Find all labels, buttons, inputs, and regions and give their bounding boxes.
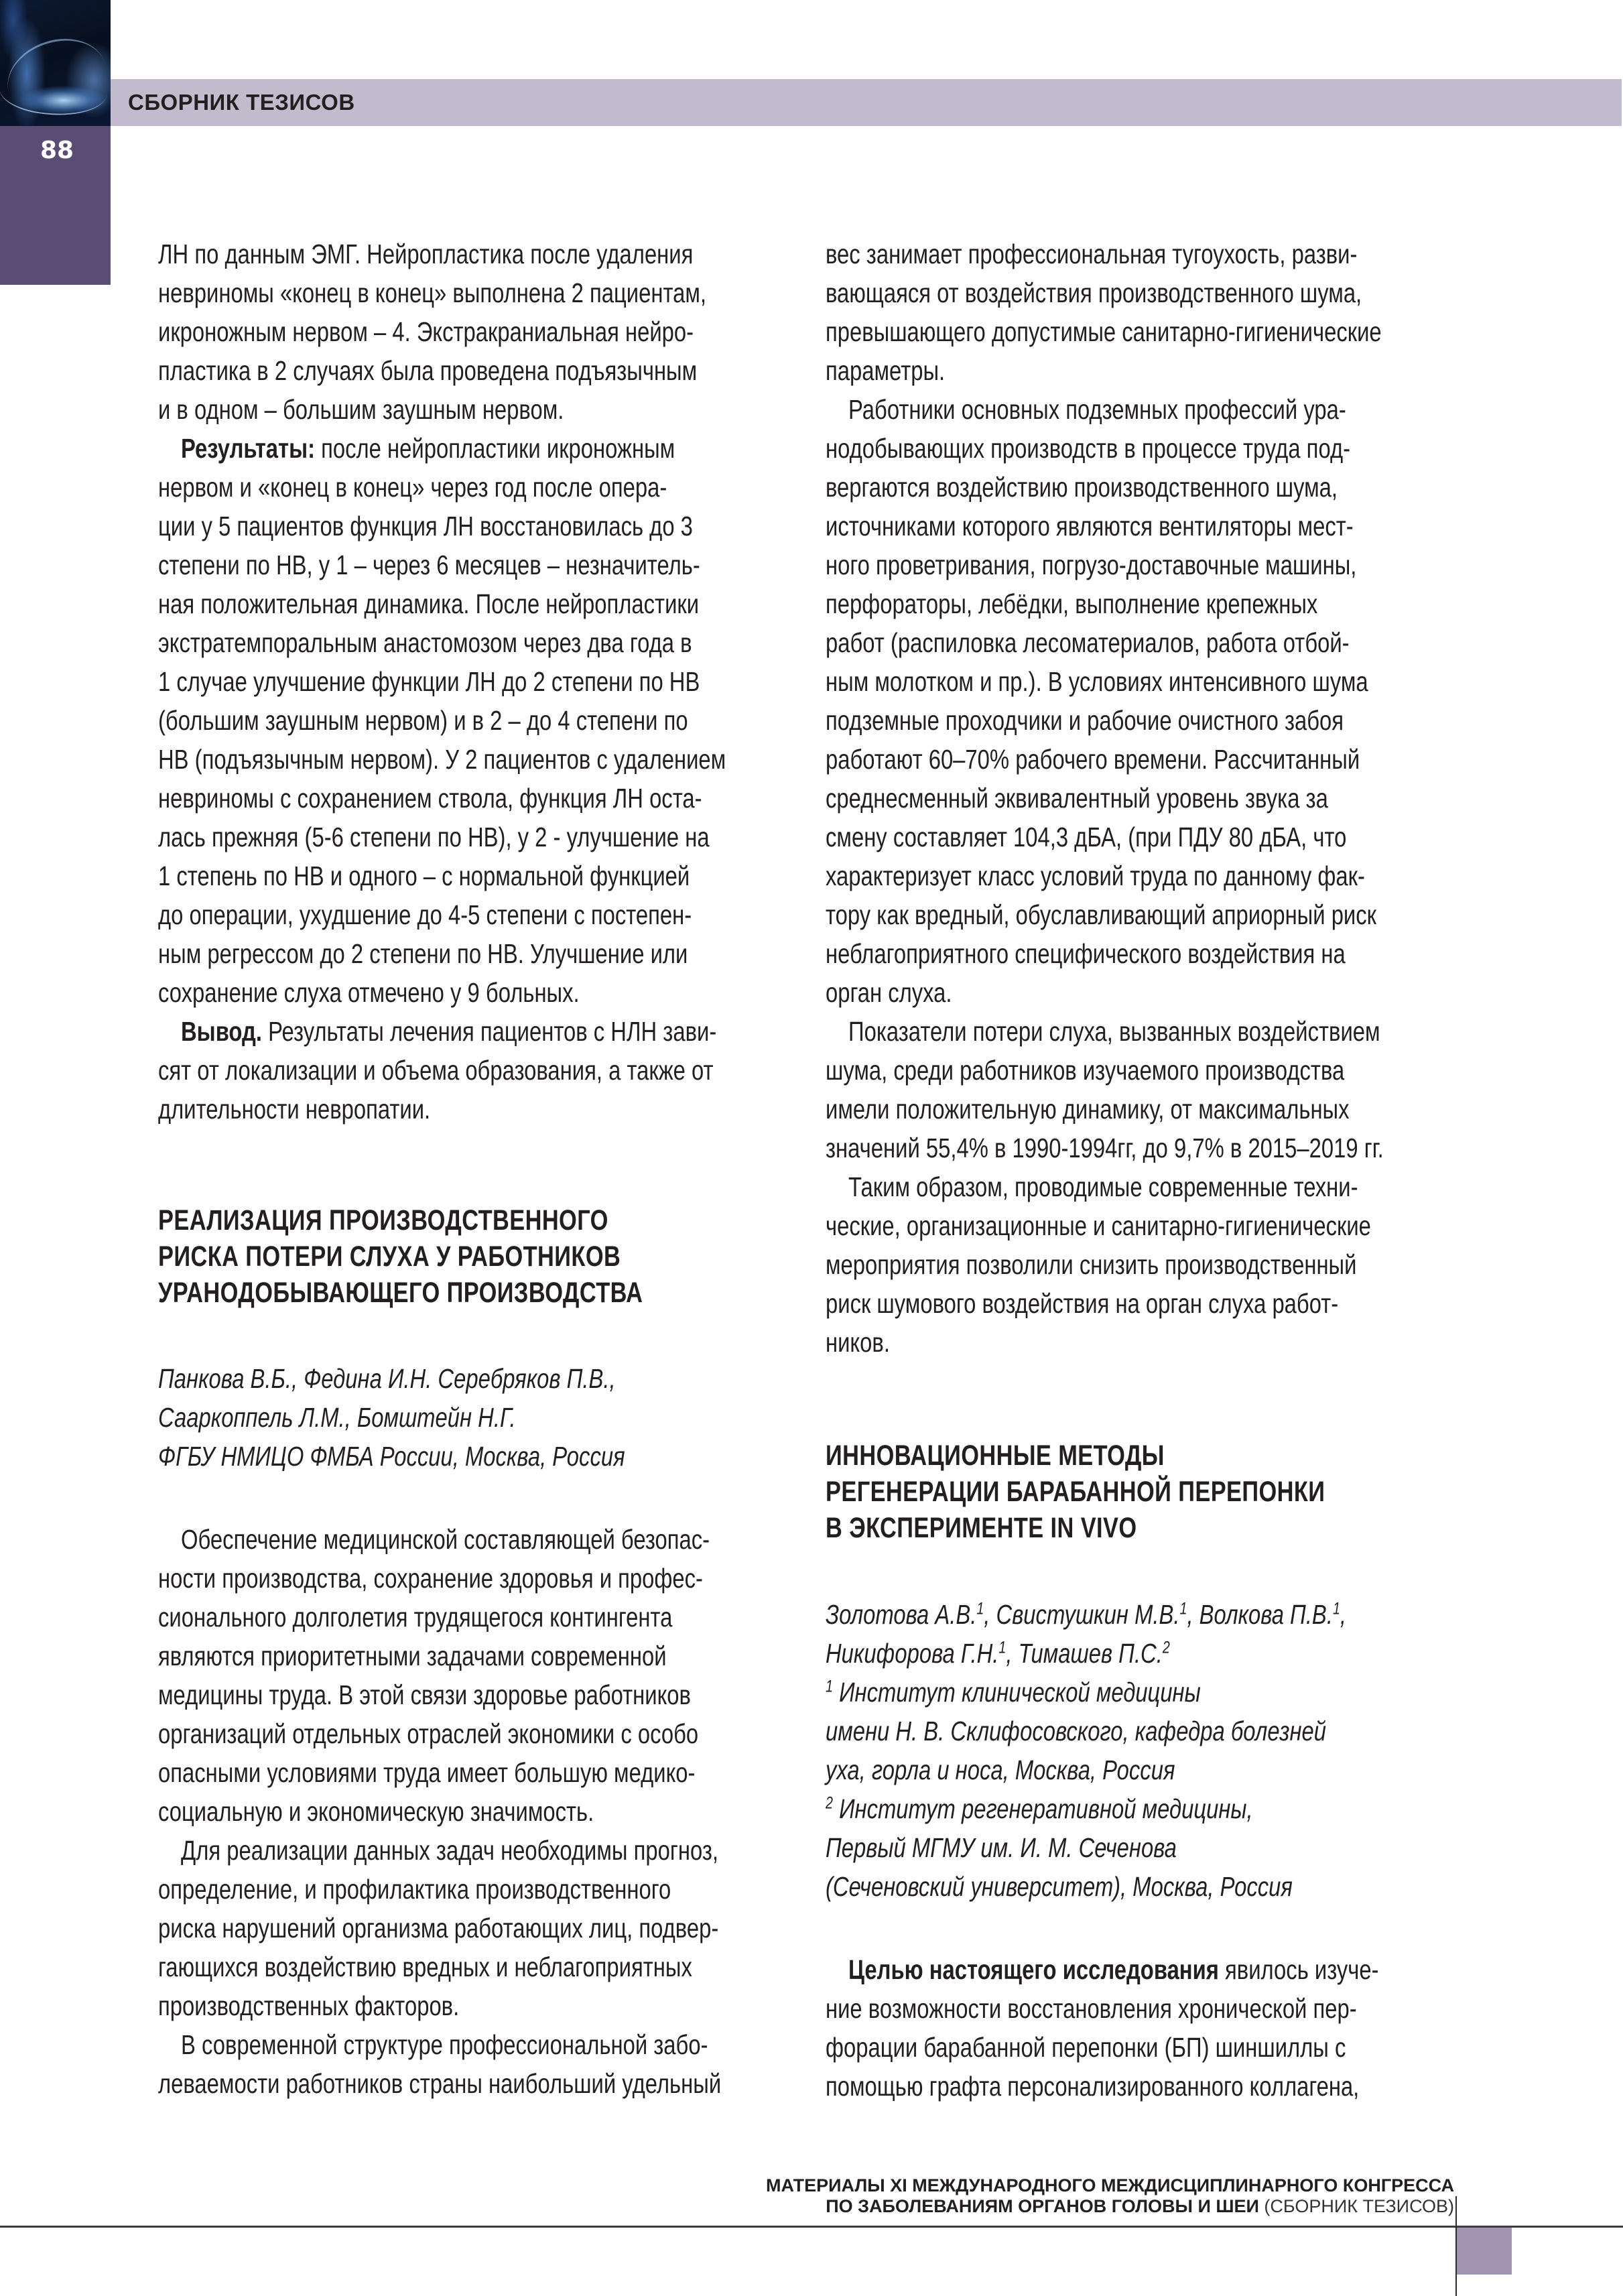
text-line: НВ (подъязычным нервом). У 2 пациентов с удалением [158, 744, 726, 775]
author-line: Панкова В.Б., Федина И.Н. Серебряков П.В., [158, 1363, 616, 1394]
footer-conference-subtitle: ПО ЗАБОЛЕВАНИЯМ ОРГАНОВ ГОЛОВЫ И ШЕИ (СБОРНИК ТЕЗИСОВ) [826, 2196, 1454, 2216]
text-line: невриномы «конец в конец» выполнена 2 пациентам, [158, 277, 707, 308]
article-title-line: РЕАЛИЗАЦИЯ ПРОИЗВОДСТВЕННОГО [158, 1204, 608, 1236]
text-line: невриномы с сохранением ствола, функция ЛН оста- [158, 783, 702, 814]
text-line: значений 55,4% в 1990-1994гг, до 9,7% в 2015–2019 гг. [826, 1133, 1384, 1163]
article-title-line: ИННОВАЦИОННЫЕ МЕТОДЫ [826, 1440, 1165, 1472]
text-line: характеризует класс условий труда по данному фак- [826, 860, 1365, 891]
text-line: длительности невропатии. [158, 1094, 431, 1125]
article-title-line: РЕГЕНЕРАЦИИ БАРАБАННОЙ ПЕРЕПОНКИ [826, 1476, 1325, 1508]
text-line: перфораторы, лебёдки, выполнение крепежных [826, 588, 1318, 619]
author-line: Никифорова Г.Н.$^1$, Тимашев П.С.$^2$ [826, 1638, 1170, 1669]
text-line: Таким образом, проводимые современные техни- [848, 1171, 1358, 1202]
text-line: Для реализации данных задач необходимы прогноз, [181, 1835, 718, 1866]
page-number: 88 [40, 137, 74, 164]
text-line: работ (распиловка лесоматериалов, работа отбой- [826, 627, 1350, 658]
text-line: производственных факторов. [158, 1990, 460, 2021]
text-line: Работники основных подземных профессий ура- [848, 394, 1346, 425]
aim-label: Целью настоящего исследования [848, 1954, 1219, 1985]
text-line: икроножным нервом – 4. Экстракраниальная нейро- [158, 316, 694, 347]
article-title-line: РИСКА ПОТЕРИ СЛУХА У РАБОТНИКОВ [158, 1240, 621, 1273]
text-line: вающаяся от воздействия производственного шума, [826, 277, 1362, 308]
affiliation-line: имени Н. В. Склифосовского, кафедра болезней [826, 1716, 1326, 1746]
text-line: сохранение слуха отмечено у 9 больных. [158, 977, 580, 1008]
text-line: организаций отдельных отраслей экономики с особо [158, 1718, 699, 1749]
text-line: экстратемпоральным анастомозом через два года в [158, 627, 692, 658]
text-line: шума, среди работников изучаемого производства [826, 1055, 1345, 1086]
author-line: Золотова А.В.$^1$, Свистушкин М.В.$^1$, Волкова П.В.$^1$, [826, 1599, 1347, 1630]
text-line: социальную и экономическую значимость. [158, 1796, 594, 1827]
text-line: (большим заушным нервом) и в 2 – до 4 степени по [158, 705, 688, 736]
text-line: пластика в 2 случаях была проведена подъязычным [158, 355, 698, 386]
text-line: гающихся воздействию вредных и неблагоприятных [158, 1952, 692, 1982]
article-title-line: В ЭКСПЕРИМЕНТЕ IN VIVO [826, 1512, 1137, 1544]
text-line: и в одном – большим заушным нервом. [158, 394, 564, 425]
footer-conference-title: МАТЕРИАЛЫ XI МЕЖДУНАРОДНОГО МЕЖДИСЦИПЛИНАРНОГО КОНГРЕССА [765, 2175, 1454, 2195]
text-line: сят от локализации и объема образования, а также от [158, 1055, 714, 1086]
text-line: до операции, ухудшение до 4-5 степени с постепен- [158, 899, 692, 930]
text-line: форации барабанной перепонки (БП) шиншиллы с [826, 2032, 1346, 2063]
article-title-line: УРАНОДОБЫВАЮЩЕГО ПРОИЗВОДСТВА [158, 1277, 643, 1309]
affiliation-line: ФГБУ НМИЦО ФМБА России, Москва, Россия [158, 1441, 625, 1472]
affiliation-line: Первый МГМУ им. И. М. Сеченова [826, 1832, 1177, 1863]
text-line: вергаются воздействию производственного шума, [826, 472, 1338, 503]
text-line: 1 степень по НВ и одного – с нормальной функцией [158, 860, 690, 891]
text-line: ЛН по данным ЭМГ. Нейропластика после удаления [158, 239, 694, 269]
results-label: Результаты: [181, 433, 316, 464]
text-line: ние возможности восстановления хронической пер- [826, 1993, 1357, 2024]
text-line: нодобывающих производств в процессе труда под- [826, 433, 1351, 464]
text-line: смену составляет 104,3 дБА, (при ПДУ 80 дБА, что [826, 822, 1347, 852]
affiliation-line: $^1$ Институт клинической медицины [826, 1677, 1201, 1708]
text-line: ного проветривания, погрузо-доставочные машины, [826, 550, 1357, 580]
text-line: нервом и «конец в конец» через год после опера- [158, 472, 667, 503]
text-line: орган слуха. [826, 977, 952, 1008]
text-line: лась прежняя (5-6 степени по НВ), у 2 - улучшение на [158, 822, 710, 852]
text-line: являются приоритетными задачами современной [158, 1641, 667, 1671]
text-line: опасными условиями труда имеет большую медико- [158, 1757, 696, 1788]
author-line: Сааркоппель Л.М., Бомштейн Н.Г. [158, 1402, 516, 1433]
text-line: ников. [826, 1327, 890, 1358]
text-line: ческие, организационные и санитарно-гигиенические [826, 1210, 1371, 1241]
text-line: Обеспечение медицинской составляющей безопас- [181, 1524, 710, 1555]
text-line: работают 60–70% рабочего времени. Рассчитанный [826, 744, 1360, 775]
text-line: сионального долголетия трудящегося контингента [158, 1602, 673, 1633]
text-line: подземные проходчики и рабочие очистного забоя [826, 705, 1344, 736]
text-line: 1 случае улучшение функции ЛН до 2 степени по НВ [158, 666, 700, 697]
text-line: превышающего допустимые санитарно-гигиенические [826, 316, 1382, 347]
text-line: степени по НВ, у 1 – через 6 месяцев – незначитель- [158, 550, 700, 580]
affiliation-line: $^2$ Институт регенеративной медицины, [826, 1793, 1253, 1824]
section-title: СБОРНИК ТЕЗИСОВ [128, 90, 355, 115]
text-line: ным молотком и пр.). В условиях интенсивного шума [826, 666, 1368, 697]
text-line: ции у 5 пациентов функция ЛН восстановилась до 3 [158, 511, 693, 541]
text-line: среднесменный эквивалентный уровень звука за [826, 783, 1328, 814]
text-line: источниками которого являются вентиляторы мест- [826, 511, 1354, 541]
text-line: имели положительную динамику, от максимальных [826, 1094, 1350, 1125]
text-line: ности производства, сохранение здоровья и профес- [158, 1563, 703, 1594]
text-line: ным регрессом до 2 степени по НВ. Улучшение или [158, 938, 688, 969]
text-line: ная положительная динамика. После нейропластики [158, 588, 700, 619]
affiliation-line: (Сеченовский университет), Москва, Россия [826, 1871, 1293, 1902]
text-line: медицины труда. В этой связи здоровье работников [158, 1679, 691, 1710]
conclusion-paragraph-start: Вывод. Результаты лечения пациентов с НЛН зави- [181, 1016, 717, 1047]
text-line: леваемости работников страны наибольший удельный [158, 2068, 722, 2099]
footer-divider [0, 2226, 1623, 2228]
text-line: определение, и профилактика производственного [158, 1874, 671, 1905]
text-line: помощью графта персонализированного коллагена, [826, 2071, 1360, 2102]
text-line: риска нарушений организма работающих лиц, подвер- [158, 1913, 719, 1943]
footer-accent-square [1457, 2228, 1512, 2275]
header-decorative-image [0, 0, 111, 126]
text-line: Показатели потери слуха, вызванных воздействием [848, 1016, 1380, 1047]
text-line: неблагоприятного специфического воздействия на [826, 938, 1346, 969]
text-line: мероприятия позволили снизить производственный [826, 1249, 1357, 1280]
results-paragraph-start: Результаты: после нейропластики икроножным [181, 433, 675, 464]
text-line: риск шумового воздействия на орган слуха работ- [826, 1288, 1339, 1319]
text-line: вес занимает профессиональная тугоухость, разви- [826, 239, 1358, 269]
text-line: параметры. [826, 355, 946, 386]
affiliation-line: уха, горла и носа, Москва, Россия [826, 1755, 1175, 1785]
text-line: В современной структуре профессиональной забо- [181, 2029, 708, 2060]
aim-paragraph-start: Целью настоящего исследования явилось изуче- [848, 1954, 1379, 1985]
conclusion-label: Вывод. [181, 1016, 262, 1047]
text-line: тору как вредный, обуславливающий априорный риск [826, 899, 1377, 930]
